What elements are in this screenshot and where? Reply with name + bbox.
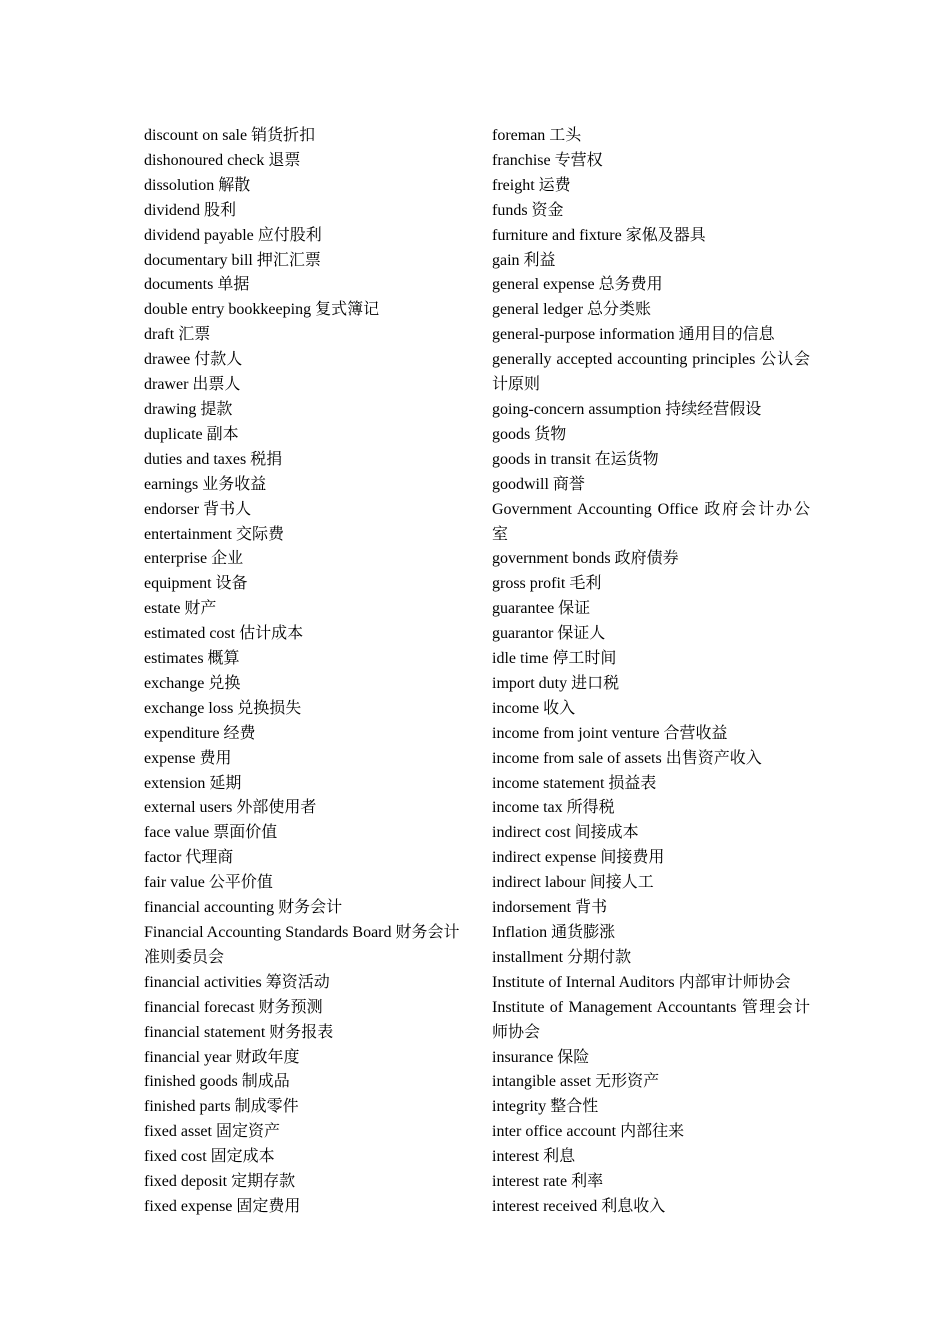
glossary-entry: factor 代理商 (144, 849, 234, 867)
glossary-entry: inter office account 内部往来 (492, 1123, 685, 1141)
glossary-entry: drawer 出票人 (144, 376, 241, 394)
glossary-entry: general ledger 总分类账 (492, 301, 652, 319)
glossary-entry: goodwill 商誉 (492, 475, 585, 493)
glossary-entry: freight 运费 (492, 176, 571, 194)
glossary-entry: dissolution 解散 (144, 176, 251, 194)
glossary-entry: interest rate 利率 (492, 1173, 604, 1191)
glossary-entry: financial accounting 财务会计 (144, 899, 343, 917)
glossary-entry: import duty 进口税 (492, 674, 620, 692)
glossary-entry: fixed expense 固定费用 (144, 1197, 301, 1215)
glossary-entry: enterprise 企业 (144, 550, 244, 568)
glossary-entry: integrity 整合性 (492, 1098, 599, 1116)
glossary-entry: franchise 专营权 (492, 151, 603, 169)
glossary-entry: dishonoured check 退票 (144, 151, 301, 169)
glossary-entry: Institute of Management Accountants 管理会计师协会 (492, 998, 810, 1041)
glossary-entry: face value 票面价值 (144, 824, 278, 842)
glossary-entry: external users 外部使用者 (144, 799, 317, 817)
glossary-entry: indirect expense 间接费用 (492, 849, 665, 867)
glossary-entry: equipment 设备 (144, 575, 248, 593)
glossary-entry: gross profit 毛利 (492, 575, 602, 593)
glossary-entry: guarantee 保证 (492, 600, 591, 618)
glossary-entry: financial year 财政年度 (144, 1048, 300, 1066)
glossary-entry: duplicate 副本 (144, 425, 239, 443)
glossary-entry: indirect labour 间接人工 (492, 874, 654, 892)
glossary-entry: interest 利息 (492, 1148, 576, 1166)
glossary-entry: expense 费用 (144, 749, 232, 767)
glossary-entry: Inflation 通货膨涨 (492, 924, 616, 941)
glossary-entry: income from sale of assets 出售资产收入 (492, 749, 762, 767)
glossary-entry: furniture and fixture 家俬及器具 (492, 226, 706, 244)
glossary-entry: double entry bookkeeping 复式簿记 (144, 301, 380, 319)
glossary-entry: duties and taxes 税捐 (144, 450, 283, 468)
glossary-right-column (492, 124, 810, 1220)
glossary-entry: income tax 所得税 (492, 799, 615, 817)
glossary-entry: Financial Accounting Standards Board 财务会计准则委员会 (144, 924, 460, 966)
glossary-entry: exchange 兑换 (144, 674, 241, 692)
glossary-entry: expenditure 经费 (144, 724, 256, 742)
glossary-entry: documentary bill 押汇汇票 (144, 251, 321, 269)
glossary-entry: estimated cost 估计成本 (144, 625, 304, 643)
glossary-entry: documents 单据 (144, 276, 250, 294)
glossary-entry: drawing 提款 (144, 400, 233, 418)
glossary-entry: indorsement 背书 (492, 899, 608, 917)
glossary-entry: draft 汇票 (144, 326, 211, 344)
glossary-entry: foreman 工头 (492, 127, 582, 144)
glossary-entry: entertainment 交际费 (144, 525, 284, 543)
glossary-entry: income 收入 (492, 699, 576, 717)
glossary-entry: dividend 股利 (144, 201, 236, 219)
glossary-entry: gain 利益 (492, 251, 556, 269)
glossary-entry: endorser 背书人 (144, 500, 252, 518)
glossary-entry: going-concern assumption 持续经营假设 (492, 400, 762, 418)
glossary-entry: idle time 停工时间 (492, 650, 617, 668)
glossary-entry: estate 财产 (144, 600, 217, 618)
glossary-entry: Institute of Internal Auditors 内部审计师协会 (492, 973, 791, 991)
glossary-entry: insurance 保险 (492, 1048, 590, 1066)
glossary-entry: discount on sale 销货折扣 (144, 127, 316, 144)
glossary-entry: generally accepted accounting principles 公认会计原则 (492, 351, 810, 394)
glossary-entry: intangible asset 无形资产 (492, 1073, 660, 1091)
glossary-entry: estimates 概算 (144, 650, 240, 668)
glossary-entry: funds 资金 (492, 201, 564, 219)
glossary-entry: guarantor 保证人 (492, 625, 606, 643)
glossary-entry: finished parts 制成零件 (144, 1098, 299, 1116)
glossary-entry: interest received 利息收入 (492, 1197, 666, 1215)
glossary-entry: income from joint venture 合营收益 (492, 724, 728, 742)
glossary-entry: income statement 损益表 (492, 774, 657, 792)
glossary-entry: general-purpose information 通用目的信息 (492, 326, 775, 344)
glossary-entry: drawee 付款人 (144, 351, 243, 369)
glossary-left-column (144, 124, 462, 1220)
glossary-entry: financial activities 筹资活动 (144, 973, 330, 991)
glossary-entry: earnings 业务收益 (144, 475, 267, 493)
glossary-entry: goods in transit 在运货物 (492, 450, 659, 468)
glossary-entry: financial forecast 财务预测 (144, 998, 323, 1016)
glossary-entry: fixed cost 固定成本 (144, 1148, 275, 1166)
glossary-entry: finished goods 制成品 (144, 1073, 290, 1091)
glossary-entry: exchange loss 兑换损失 (144, 699, 302, 717)
glossary-entry: installment 分期付款 (492, 948, 632, 966)
glossary-entry: financial statement 财务报表 (144, 1023, 334, 1041)
glossary-entry: fair value 公平价值 (144, 874, 273, 892)
glossary-entry: government bonds 政府债券 (492, 550, 679, 568)
glossary-entry: extension 延期 (144, 774, 242, 792)
glossary-entry: dividend payable 应付股利 (144, 226, 322, 244)
glossary-entry: fixed deposit 定期存款 (144, 1173, 296, 1191)
glossary-entry: fixed asset 固定资产 (144, 1123, 280, 1141)
glossary-entry: Government Accounting Office 政府会计办公室 (492, 500, 810, 543)
glossary-entry: general expense 总务费用 (492, 276, 663, 294)
glossary-entry: goods 货物 (492, 425, 567, 443)
glossary-entry: indirect cost 间接成本 (492, 824, 639, 842)
